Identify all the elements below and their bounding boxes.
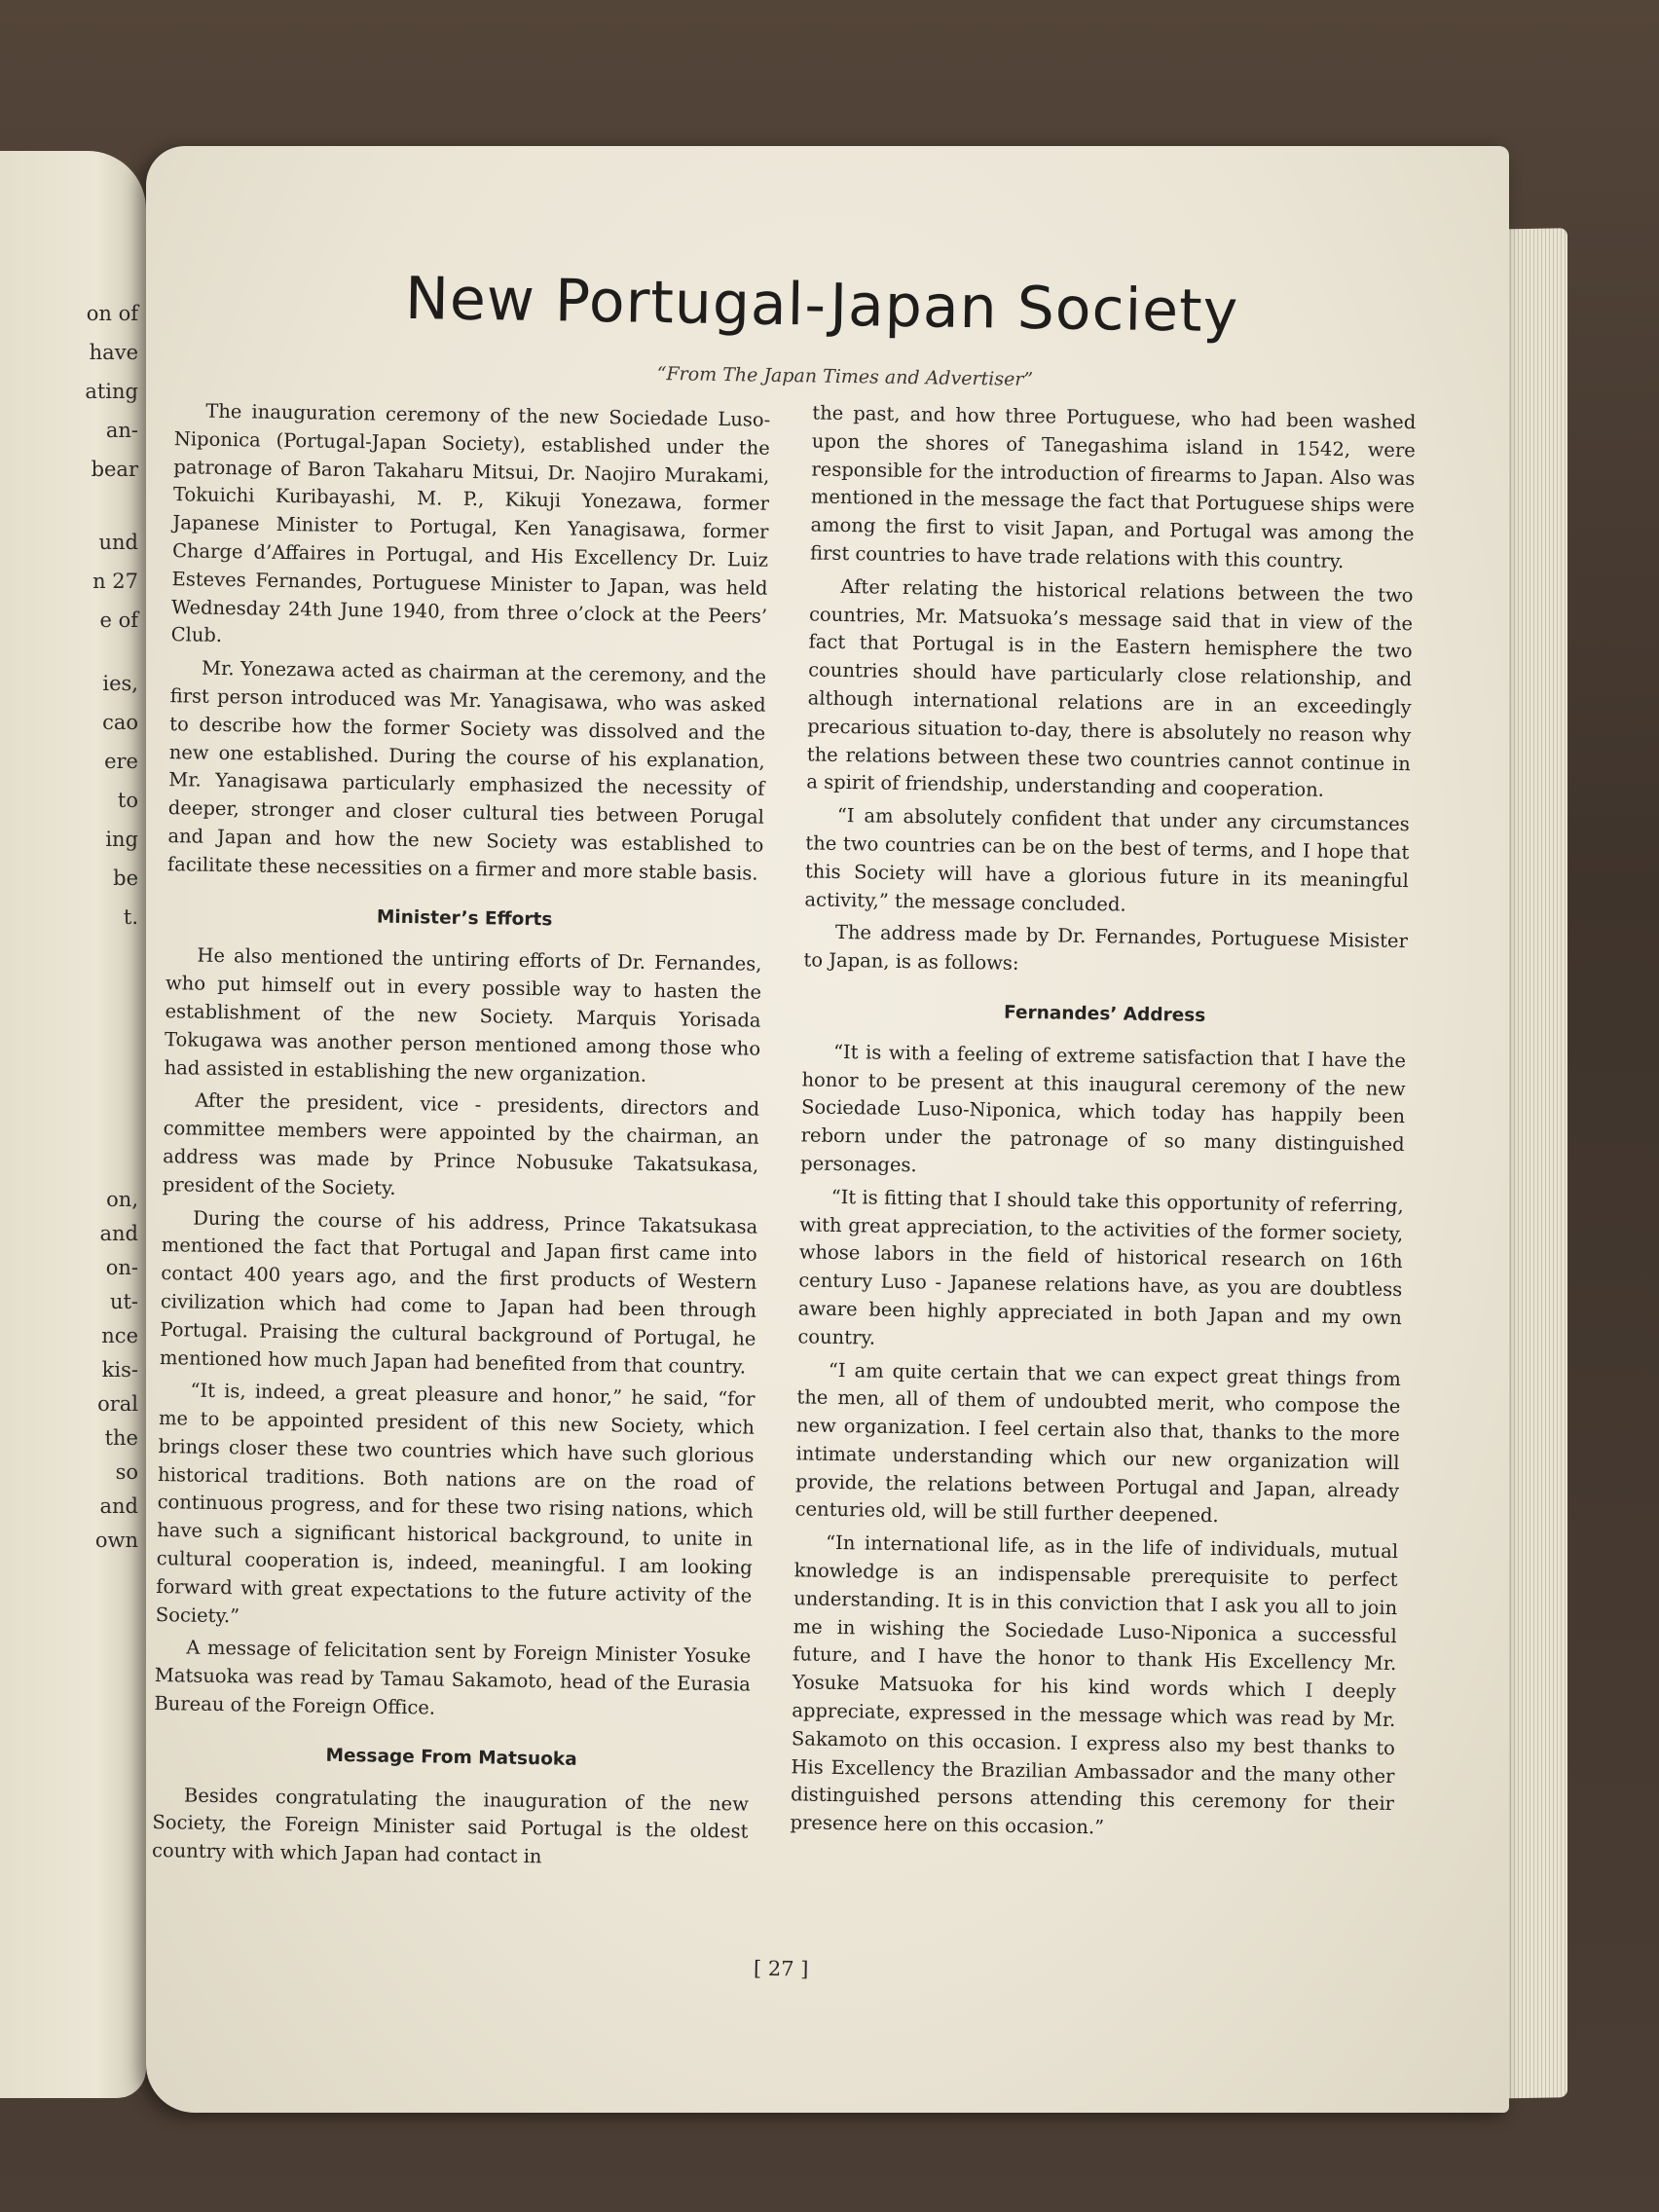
left-page-fragment: n 27	[92, 570, 138, 593]
left-page-fragment: on-	[105, 1256, 138, 1279]
left-page-fragment: ut-	[109, 1290, 138, 1313]
paragraph: the past, and how three Portuguese, who had been washed upon the shores of Tanegashima island in 1542, were responsible for the introduction of firearms to Japan. Also was mentioned in the message the fact that Portuguese ships were among the first to visit Japan, and Portugal was among the first countries to have trade relations with this country.	[809, 401, 1417, 573]
left-page-fragment: own	[94, 1529, 138, 1552]
left-page-fragment: to	[117, 789, 138, 812]
left-page-fragment: on,	[106, 1188, 138, 1211]
left-page-fragment: and	[99, 1222, 138, 1245]
paragraph: A message of felicitation sent by Foreign Minister Yosuke Matsuoka was read by Tamau Sakamoto, head of the Eurasia Bureau of the Foreign Office.	[154, 1636, 752, 1719]
paragraph: “I am absolutely confident that under any circumstances the two countries can be on the best of terms, and I hope that this Society will have a glorious future in its meaningful activity,” the message concluded.	[804, 804, 1410, 916]
left-page-fragment: be	[113, 866, 138, 890]
article-title: New Portugal-Japan Society	[404, 264, 1239, 347]
paragraph: The address made by Dr. Fernandes, Portuguese Misister to Japan, is as follows:	[803, 921, 1409, 975]
paragraph: “I am quite certain that we can expect great things from the men, all of them of undoubted merit, who compose the new organization. I feel certain also that, thanks to the more intimate understanding which our new organization will provide, the relations between Portugal and Japan, already centuries old, will be still further deepened.	[794, 1358, 1402, 1528]
left-page-fragment: ating	[85, 380, 138, 403]
left-page-fragment: und	[98, 531, 138, 554]
section-heading: Minister’s Efforts	[376, 906, 553, 930]
paragraph: “It is with a feeling of extreme satisfaction that I have the honor to be present at this inaugural ceremony of the new Sociedade Luso-Niponica, which today has happily been reborn under the patronage of so many distinguished personages.	[800, 1040, 1407, 1177]
paragraph: “In international life, as in the life of individuals, mutual knowledge is an indispensable prerequisite to perfect understanding. It is in this conviction that I ask you all to join me in wishing the Sociedade Luso-Niponica a successful future, and I have the honor to thank His Excellency Mr. Yosuke Matsuoka for his kind words which I deeply appreciate, expressed in the message which was read by Mr. Sakamoto on this occasion. I express also my best thanks to His Excellency the Brazilian Ambassador and the many other distinguished persons attending this ceremony for their presence here on this occasion.”	[790, 1531, 1399, 1839]
left-page-fragment: and	[99, 1494, 138, 1518]
paragraph: He also mentioned the untiring efforts of Dr. Fernandes, who put himself out in every possible way to hasten the establishment of the new Society. Marquis Yorisada Tokugawa was another person mentioned among those who had assisted in establishing the new organization.	[164, 943, 762, 1087]
paragraph: “It is, indeed, a great pleasure and honor,” he said, “for me to be appointed president of this new Society, which brings closer these two countries which have such glorious historical traditions. Both nations are on the road of continuous progress, and for these two rising nations, which have such a significant historical background, to unite in cultural cooperation is, indeed, meaningful. I am looking forward with great expectations to the future activity of the Society.”	[155, 1379, 756, 1628]
left-page-fragment: t.	[123, 905, 138, 929]
left-page-fragment: e of	[99, 608, 138, 632]
paragraph: After relating the historical relations between the two countries, Mr. Matsuoka’s message said that in view of the fact that Portugal is in the Eastern hemisphere the two countries should have particularly close relationship, and although international relations are in an exceedingly precarious situation to-day, there is absolutely no reason why the relations between these two countries cannot continue in a spirit of friendship, understanding and cooperation.	[806, 574, 1414, 802]
left-column	[152, 397, 771, 1879]
paragraph: The inauguration ceremony of the new Sociedade Luso-Niponica (Portugal-Japan Society), established under the patronage of Baron Takaharu Mitsui, Dr. Naojiro Murakami, Tokuichi Kuribayashi, M. P., Kikuji Yonezawa, former Japanese Minister to Portugal, Ken Yanagisawa, former Charge d’Affaires in Portugal, and His Excellency Dr. Luiz Esteves Fernandes, Portuguese Minister to Japan, was held Wednesday 24th June 1940, from three o’clock at the Peers’ Club.	[170, 399, 771, 647]
paragraph: “It is fitting that I should take this opportunity of referring, with great appreciation, to the activities of the former society, whose labors in the field of historical research on 16th century Luso - Japanese relations have, as you are doubtless aware been highly appreciated in both Japan and my own country.	[797, 1185, 1404, 1349]
left-page-fragment: have	[89, 341, 138, 364]
left-facing-page	[0, 151, 146, 2098]
left-page-fragment: an-	[105, 419, 138, 442]
left-page-fragment: ere	[104, 750, 138, 773]
paragraph: Besides congratulating the inauguration of the new Society, the Foreign Minister said Portugal is the oldest country with which Japan had contact in	[151, 1784, 750, 1868]
section-heading: Message From Matsuoka	[325, 1745, 577, 1770]
paragraph: After the president, vice - presidents, directors and committee members were appointed by the chairman, an address was made by Prince Nobusuke Takatsukasa, president of the Society.	[162, 1088, 760, 1199]
article-source: “From The Japan Times and Advertiser”	[656, 362, 1034, 391]
left-page-fragment: oral	[97, 1392, 138, 1416]
left-page-fragment: nce	[101, 1324, 138, 1347]
left-page-fragment: cao	[102, 711, 138, 734]
page-number: [ 27 ]	[753, 1956, 809, 1981]
paragraph: During the course of his address, Prince Takatsukasa mentioned the fact that Portugal and Japan first came into contact 400 years ago, and the first products of Western civilization which had come to Japan had been through Portugal. Praising the cultural background of Portugal, he mentioned how much Japan had benefited from that country.	[159, 1206, 758, 1379]
left-page-fragment: the	[104, 1426, 138, 1450]
left-page-fragment: on of	[86, 302, 138, 325]
right-column	[790, 399, 1416, 1852]
section-heading: Fernandes’ Address	[1003, 1002, 1206, 1026]
article	[137, 243, 1430, 2035]
left-page-fragment: kis-	[101, 1358, 138, 1382]
left-page-fragment: ing	[105, 828, 138, 851]
left-page-fragment: so	[115, 1460, 138, 1484]
paragraph: Mr. Yonezawa acted as chairman at the ceremony, and the first person introduced was Mr. Yanagisawa, who was asked to describe how the former Society was dissolved and the new one established. During the course of his explanation, Mr. Yanagisawa particularly emphasized the necessity of deeper, stronger and closer cultural ties between Porugal and Japan and how the new Society was established to facilitate these necessities on a firmer and more stable basis.	[166, 656, 767, 885]
left-page-fragment: bear	[91, 458, 138, 481]
left-page-fragment: ies,	[102, 672, 138, 695]
